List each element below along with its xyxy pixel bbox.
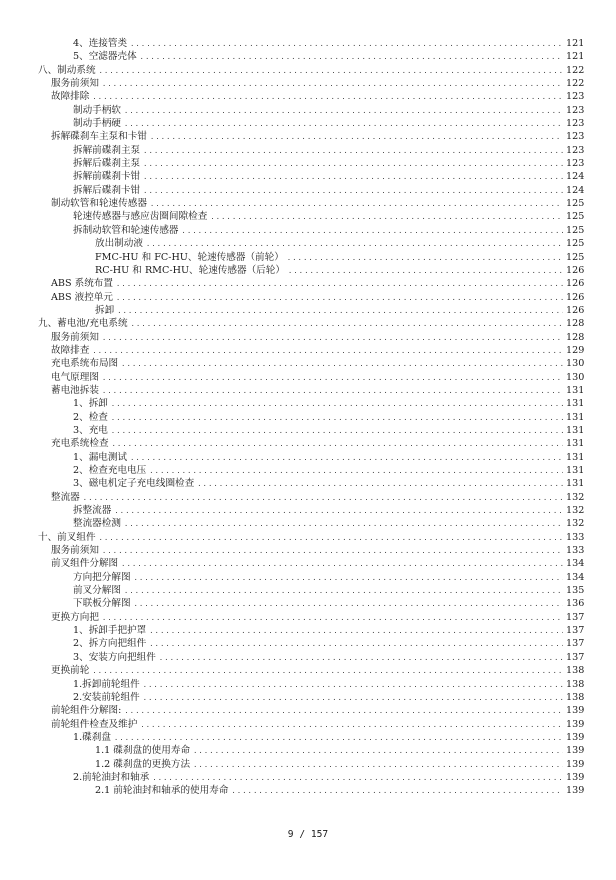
dot-leader (99, 532, 563, 545)
toc-entry-page-number: 123 (566, 131, 585, 143)
toc-entry-title: 制动软管和轮速传感器 (51, 198, 147, 210)
toc-entry-page-number: 137 (566, 611, 585, 623)
dot-leader (83, 492, 563, 505)
toc-entry-title: 充电系统布局图 (51, 358, 119, 370)
dot-leader (182, 225, 563, 238)
toc-entry-page-number: 134 (566, 558, 585, 570)
toc-entry-page-number: 125 (566, 198, 585, 210)
toc-entry-page-number: 138 (566, 691, 585, 703)
dot-leader (99, 65, 563, 78)
toc-entry-title: 制动手柄软 (73, 104, 121, 116)
dot-leader (134, 598, 563, 611)
dot-leader (121, 358, 563, 371)
dot-leader (143, 679, 563, 692)
toc-entry[interactable] (0, 451, 616, 464)
toc-entry[interactable] (0, 90, 616, 103)
toc-entry-page-number: 139 (566, 705, 585, 717)
toc-entry[interactable] (0, 611, 616, 624)
toc-entry-page-number: 130 (566, 371, 585, 383)
toc-entry-title: 拆解碟刹车主泵和卡钳 (51, 131, 147, 143)
toc-entry[interactable] (0, 531, 616, 544)
toc-entry[interactable] (0, 464, 616, 477)
toc-entry-title: 拆解后碟刹卡钳 (73, 184, 141, 196)
toc-entry[interactable] (0, 50, 616, 63)
toc-entry-title: 整流器 (51, 491, 80, 503)
toc-entry-page-number: 123 (566, 118, 585, 130)
page-indicator: 9 / 157 (287, 829, 329, 840)
dot-leader (112, 438, 563, 451)
toc-entry-title: 2、检查 (73, 411, 108, 423)
toc-entry-page-number: 121 (566, 51, 585, 63)
toc-entry[interactable] (0, 624, 616, 637)
toc-entry-title: 1.1 碟刹盘的使用寿命 (95, 745, 191, 757)
dot-leader (193, 745, 563, 758)
toc-entry[interactable] (0, 344, 616, 357)
toc-entry[interactable] (0, 477, 616, 490)
toc-entry-title: 4、连接管类 (73, 38, 128, 49)
toc-entry-title: 3、安装方向把组件 (73, 651, 156, 663)
dot-leader (111, 412, 563, 425)
toc-entry-page-number: 126 (566, 304, 585, 316)
toc-entry-title: 3、充电 (73, 424, 108, 436)
toc-entry[interactable] (0, 784, 616, 797)
toc-entry[interactable] (0, 291, 616, 304)
dot-leader (210, 211, 563, 224)
toc-entry-page-number: 122 (566, 78, 585, 90)
toc-entry[interactable] (0, 384, 616, 397)
toc-entry-page-number: 131 (566, 384, 585, 396)
toc-entry-title: 1、拆卸手把护罩 (73, 625, 147, 637)
toc-entry-title: 2.前轮油封和轴承 (73, 771, 150, 783)
toc-entry-page-number: 131 (566, 411, 585, 423)
dot-leader (124, 585, 563, 598)
toc-entry-title: 放出制动液 (95, 238, 143, 250)
dot-leader (124, 705, 563, 718)
toc-entry[interactable] (0, 317, 616, 330)
toc-entry-page-number: 132 (566, 491, 585, 503)
toc-entry-title: 服务前须知 (51, 78, 99, 90)
dot-leader (149, 465, 563, 478)
dot-leader (130, 452, 563, 465)
dot-leader (150, 198, 563, 211)
toc-entry[interactable] (0, 597, 616, 610)
toc-entry-title: 1、拆卸 (73, 398, 108, 410)
toc-entry[interactable] (0, 251, 616, 264)
toc-entry[interactable] (0, 144, 616, 157)
toc-entry[interactable] (0, 571, 616, 584)
toc-entry-page-number: 130 (566, 358, 585, 370)
toc-entry-page-number: 138 (566, 678, 585, 690)
toc-entry-page-number: 139 (566, 785, 585, 797)
toc-entry-title: 1.碟刹盘 (73, 731, 111, 743)
toc-entry[interactable] (0, 771, 616, 784)
dot-leader (131, 318, 563, 331)
toc-entry-title: 拆解前碟刹卡钳 (73, 171, 141, 183)
toc-entry[interactable] (0, 237, 616, 250)
toc-entry-title: 拆解前碟刹主泵 (73, 144, 141, 156)
toc-entry-title: 轮速传感器与感应齿圈间隙检查 (73, 211, 208, 223)
dot-leader (287, 252, 563, 265)
toc-entry[interactable] (0, 678, 616, 691)
dot-leader (114, 732, 563, 745)
toc-entry-title: 充电系统检查 (51, 438, 109, 450)
toc-entry[interactable] (0, 77, 616, 90)
toc-entry-page-number: 133 (566, 545, 585, 557)
toc-entry[interactable] (0, 691, 616, 704)
toc-entry[interactable] (0, 397, 616, 410)
toc-entry-page-number: 126 (566, 291, 585, 303)
toc-entry-title: 2、检查充电电压 (73, 465, 147, 476)
toc-entry-title: FMC-HU 和 FC-HU、轮速传感器（前轮） (95, 251, 284, 263)
toc-entry-page-number: 125 (566, 251, 585, 263)
toc-entry-title: 十、前叉组件 (38, 531, 96, 543)
toc-entry-title: 方向把分解图 (73, 571, 131, 583)
toc-entry[interactable] (0, 557, 616, 570)
toc-entry-page-number: 131 (566, 424, 585, 436)
dot-leader (288, 265, 563, 278)
toc-entry-page-number: 131 (566, 465, 585, 476)
toc-entry-title: 前叉分解图 (73, 585, 121, 597)
toc-entry-title: 2.安装前轮组件 (73, 691, 140, 703)
toc-entry-page-number: 139 (566, 758, 585, 770)
toc-entry-page-number: 139 (566, 745, 585, 757)
toc-entry-title: 拆卸 (95, 304, 115, 316)
dot-leader (116, 292, 563, 305)
toc-entry-title: 拆整流器 (73, 505, 112, 517)
toc-entry-page-number: 133 (566, 531, 585, 543)
toc-entry-page-number: 139 (566, 731, 585, 743)
toc-entry[interactable] (0, 758, 616, 771)
toc-entry-title: 制动手柄硬 (73, 118, 121, 130)
toc-entry-page-number: 123 (566, 104, 585, 116)
dot-leader (124, 518, 563, 531)
dot-leader (143, 171, 563, 184)
dot-leader (150, 131, 563, 144)
toc-entry[interactable] (0, 224, 616, 237)
toc-entry[interactable] (0, 277, 616, 290)
toc-entry-page-number: 126 (566, 278, 585, 290)
toc-entry[interactable] (0, 704, 616, 717)
toc-entry-page-number: 137 (566, 625, 585, 637)
toc-entry[interactable] (0, 437, 616, 450)
toc-entry[interactable] (0, 651, 616, 664)
toc-entry-page-number: 131 (566, 478, 585, 490)
toc-entry-page-number: 137 (566, 651, 585, 663)
toc-entry-page-number: 139 (566, 771, 585, 783)
toc-entry[interactable] (0, 104, 616, 117)
toc-entry-title: 拆解后碟刹主泵 (73, 158, 141, 170)
toc-entry-page-number: 135 (566, 585, 585, 597)
toc-entry-title: 前叉组件分解图 (51, 558, 119, 570)
toc-entry-title: 1、漏电测试 (73, 451, 128, 463)
toc-entry[interactable] (0, 184, 616, 197)
toc-entry-title: 拆制动软管和轮速传感器 (73, 224, 179, 236)
dot-leader (140, 51, 563, 64)
toc-entry-page-number: 122 (566, 64, 585, 76)
toc-entry-page-number: 124 (566, 171, 585, 183)
dot-leader (193, 759, 563, 772)
dot-leader (92, 665, 563, 678)
toc-entry-title: 服务前须知 (51, 545, 99, 557)
toc-entry-page-number: 128 (566, 318, 585, 330)
toc-entry-page-number: 125 (566, 238, 585, 250)
dot-leader (159, 652, 563, 665)
dot-leader (124, 105, 563, 118)
toc-entry[interactable] (0, 664, 616, 677)
dot-leader (140, 719, 563, 732)
dot-leader (116, 278, 563, 291)
toc-entry-title: 故障排除 (51, 91, 90, 103)
toc-entry-page-number: 132 (566, 505, 585, 517)
toc-entry[interactable] (0, 424, 616, 437)
dot-leader (149, 625, 563, 638)
toc-entry-title: 5、空滤器壳体 (73, 51, 137, 63)
toc-entry-title: 下联板分解图 (73, 598, 131, 610)
toc-entry-page-number: 132 (566, 518, 585, 530)
toc-entry[interactable] (0, 371, 616, 384)
dot-leader (152, 772, 563, 785)
toc-entry-page-number: 121 (566, 38, 585, 49)
toc-entry[interactable] (0, 637, 616, 650)
dot-leader (102, 332, 563, 345)
toc-entry-page-number: 128 (566, 331, 585, 343)
dot-leader (111, 425, 563, 438)
dot-leader (231, 785, 563, 798)
toc-entry-title: 1.2 碟刹盘的更换方法 (95, 758, 191, 770)
toc-entry-title: 前轮组件检查及维护 (51, 718, 138, 730)
dot-leader (143, 692, 563, 705)
toc-entry-page-number: 131 (566, 451, 585, 463)
toc-entry-page-number: 123 (566, 91, 585, 103)
dot-leader (143, 185, 563, 198)
dot-leader (92, 345, 563, 358)
toc-entry[interactable] (0, 264, 616, 277)
toc-entry-title: 故障排查 (51, 344, 90, 356)
toc-entry-title: 整流器检测 (73, 518, 121, 530)
toc-entry[interactable] (0, 197, 616, 210)
toc-entry-page-number: 138 (566, 665, 585, 677)
toc-entry[interactable] (0, 37, 616, 50)
toc-entry[interactable] (0, 170, 616, 183)
toc-entry-page-number: 126 (566, 264, 585, 276)
dot-leader (124, 118, 563, 131)
dot-leader (102, 78, 563, 91)
dot-leader (114, 505, 563, 518)
toc-entry-title: 蓄电池拆装 (51, 384, 99, 396)
toc-entry-page-number: 123 (566, 144, 585, 156)
toc-entry-page-number: 139 (566, 718, 585, 730)
toc-entry-title: 更换前轮 (51, 665, 90, 677)
dot-leader (149, 638, 563, 651)
toc-entry-page-number: 125 (566, 224, 585, 236)
toc-entry[interactable] (0, 331, 616, 344)
toc-entry-page-number: 136 (566, 598, 585, 610)
dot-leader (121, 558, 563, 571)
toc-entry-page-number: 129 (566, 344, 585, 356)
toc-entry[interactable] (0, 744, 616, 757)
toc-entry-page-number: 134 (566, 571, 585, 583)
toc-entry-page-number: 123 (566, 158, 585, 170)
toc-entry-title: 2.1 前轮油封和轴承的使用寿命 (95, 785, 229, 797)
toc-entry[interactable] (0, 504, 616, 517)
toc-entry[interactable] (0, 210, 616, 223)
dot-leader (111, 398, 563, 411)
dot-leader (134, 572, 563, 585)
toc-entry-title: 1.拆卸前轮组件 (73, 678, 140, 690)
toc-entry-title: 前轮组件分解图: (51, 705, 122, 717)
dot-leader (92, 91, 563, 104)
toc-entry[interactable] (0, 117, 616, 130)
dot-leader (102, 385, 563, 398)
toc-entry-title: 服务前须知 (51, 331, 99, 343)
toc-entry-title: ABS 液控单元 (51, 291, 113, 303)
toc-entry-title: 电气原理图 (51, 371, 99, 383)
dot-leader (197, 478, 563, 491)
toc-entry[interactable] (0, 731, 616, 744)
dot-leader (143, 158, 563, 171)
dot-leader (117, 305, 563, 318)
toc-entry-title: 八、制动系统 (38, 64, 96, 76)
toc-entry-title: 3、磁电机定子充电线圈检查 (73, 478, 195, 490)
toc-entry[interactable] (0, 411, 616, 424)
dot-leader (143, 145, 563, 158)
toc-entry-title: 更换方向把 (51, 611, 99, 623)
toc-entry-page-number: 125 (566, 211, 585, 223)
toc-entry[interactable] (0, 304, 616, 317)
toc-entry[interactable] (0, 357, 616, 370)
toc-entry[interactable] (0, 130, 616, 143)
dot-leader (102, 545, 563, 558)
toc-entry-title: 2、拆方向把组件 (73, 638, 147, 650)
toc-entry[interactable] (0, 491, 616, 504)
toc-entry-title: ABS 系统布置 (51, 278, 113, 290)
dot-leader (102, 372, 563, 385)
toc-entry[interactable] (0, 157, 616, 170)
toc-entry-title: 九、蓄电池/充电系统 (38, 318, 128, 330)
table-of-contents (0, 37, 616, 798)
toc-entry-page-number: 131 (566, 438, 585, 450)
toc-entry[interactable] (0, 718, 616, 731)
dot-leader (146, 238, 563, 251)
toc-entry[interactable] (0, 64, 616, 77)
dot-leader (130, 38, 563, 51)
dot-leader (102, 612, 563, 625)
toc-entry-page-number: 137 (566, 638, 585, 650)
toc-entry-title: RC-HU 和 RMC-HU、轮速传感器（后轮） (95, 264, 285, 276)
toc-entry[interactable] (0, 517, 616, 530)
toc-entry-page-number: 124 (566, 184, 585, 196)
toc-entry[interactable] (0, 544, 616, 557)
toc-entry-page-number: 131 (566, 398, 585, 410)
toc-entry[interactable] (0, 584, 616, 597)
